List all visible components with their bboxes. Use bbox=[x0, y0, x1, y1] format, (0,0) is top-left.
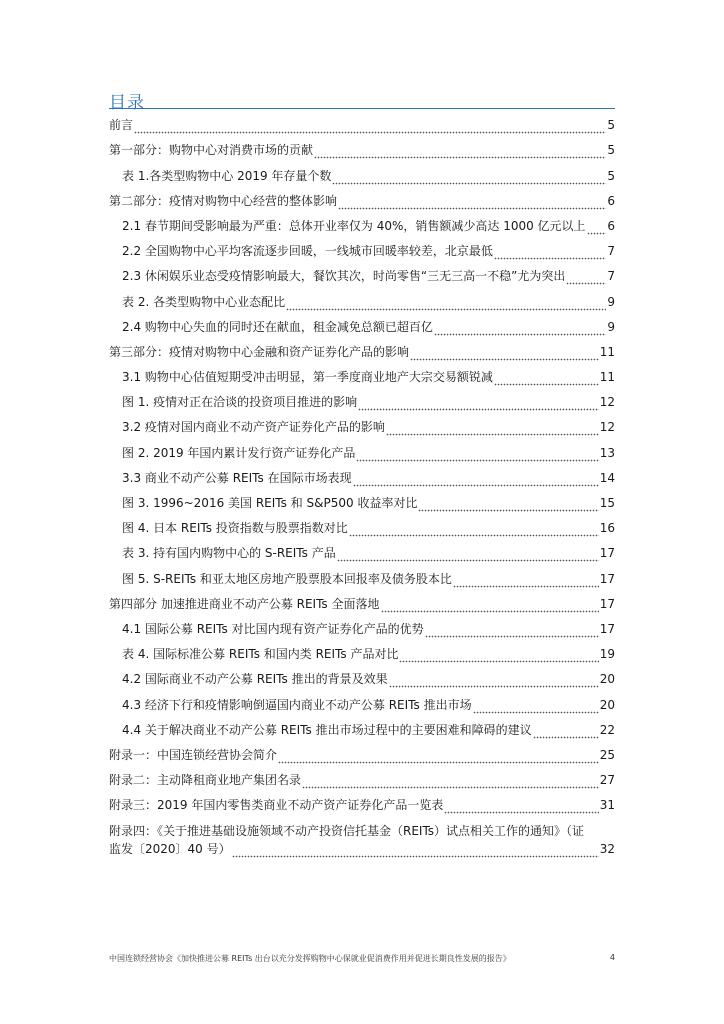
toc-entry[interactable] bbox=[109, 462, 615, 487]
toc-entry-label: 附录四：《关于推进基础设施领域不动产投资信托基金（REITs）试点相关工作的通知》（证 bbox=[109, 824, 585, 839]
toc-entry-page: 14 bbox=[599, 470, 615, 485]
toc-entry-page: 22 bbox=[599, 722, 615, 737]
page-footer bbox=[109, 953, 615, 964]
toc-entry[interactable] bbox=[109, 487, 615, 512]
toc-entry-page: 19 bbox=[599, 647, 615, 662]
toc-entry-page: 15 bbox=[599, 496, 615, 510]
toc-entry-label: 图 2. 2019 年国内累计发行资产证券化产品 bbox=[122, 445, 356, 460]
toc-entry-page: 16 bbox=[599, 521, 615, 536]
toc-title: 目录 bbox=[109, 93, 145, 113]
toc-leader-dots bbox=[286, 298, 606, 311]
toc-entry[interactable] bbox=[109, 512, 615, 537]
toc-entry-label: 表 4. 国际标准公募 REITs 和国内类 REITs 产品对比 bbox=[122, 647, 399, 662]
toc-leader-dots bbox=[337, 549, 599, 562]
toc-entry[interactable] bbox=[109, 386, 615, 411]
toc-leader-dots bbox=[356, 449, 598, 462]
toc-leader-dots bbox=[349, 524, 599, 537]
toc-leader-dots bbox=[453, 575, 599, 588]
toc-entry-page: 11 bbox=[599, 344, 615, 359]
toc-leader-dots bbox=[566, 272, 606, 285]
toc-entry-page: 13 bbox=[599, 445, 615, 460]
toc-leader-dots bbox=[494, 247, 606, 260]
toc-entry[interactable] bbox=[109, 260, 615, 285]
toc-entry-label: 图 5. S-REITs 和亚太地区房地产股票股本回报率及债务股本比 bbox=[122, 571, 452, 586]
toc-entry-label: 图 3. 1996~2016 美国 REITs 和 S&P500 收益率对比 bbox=[122, 496, 418, 510]
toc-entry[interactable] bbox=[109, 688, 615, 713]
toc-entry-label: 4.3 经济下行和疫情影响倒逼国内商业不动产公募 REITs 推出市场 bbox=[122, 697, 472, 712]
toc-entry-page: 5 bbox=[607, 168, 615, 183]
toc-entry[interactable] bbox=[109, 235, 615, 260]
toc-entry[interactable] bbox=[109, 764, 615, 789]
toc-entry[interactable] bbox=[109, 134, 615, 159]
toc-entry-label: 2.4 购物中心失血的同时还在献血，租金减免总额已超百亿 bbox=[122, 319, 433, 334]
toc-entry[interactable] bbox=[109, 109, 615, 134]
toc-entry-label: 表 3. 持有国内购物中心的 S-REITs 产品 bbox=[122, 546, 336, 561]
toc-entry-label: 第四部分 加速推进商业不动产公募 REITs 全面落地 bbox=[109, 596, 380, 611]
toc-leader-dots bbox=[418, 499, 598, 512]
toc-entry-label: 4.2 国际商业不动产公募 REITs 推出的背景及效果 bbox=[122, 672, 388, 687]
toc-entry[interactable] bbox=[109, 663, 615, 688]
toc-entry-label: 第一部分：购物中心对消费市场的贡献 bbox=[109, 143, 314, 158]
toc-leader-dots bbox=[425, 625, 599, 638]
toc-entry-page: 25 bbox=[599, 747, 615, 762]
toc-entry-label: 2.3 休闲娱乐业态受疫情影响最大，餐饮其次，时尚零售“三无三高一不稳”尤为突出 bbox=[122, 269, 566, 284]
toc-entry-page: 20 bbox=[599, 672, 615, 687]
toc-entry-page: 9 bbox=[607, 319, 615, 334]
toc-leader-dots bbox=[332, 172, 606, 185]
toc-entry[interactable] bbox=[109, 588, 615, 613]
toc-entry[interactable] bbox=[109, 638, 615, 663]
toc-entry-label: 附录一：中国连锁经营协会简介 bbox=[109, 747, 278, 762]
toc-entry[interactable] bbox=[109, 336, 615, 361]
toc-entry[interactable] bbox=[109, 814, 615, 858]
toc-leader-dots bbox=[444, 801, 598, 814]
toc-entry[interactable] bbox=[109, 537, 615, 562]
toc-entry-page: 27 bbox=[599, 773, 615, 788]
toc-entry-page: 17 bbox=[599, 546, 615, 561]
toc-leader-dots bbox=[381, 600, 599, 613]
toc-leader-dots bbox=[314, 146, 606, 159]
toc-entry-label: 2.2 全国购物中心平均客流逐步回暖，一线城市回暖率较差，北京最低 bbox=[122, 244, 493, 259]
toc-leader-dots bbox=[134, 121, 606, 134]
toc-leader-dots bbox=[278, 751, 599, 764]
footer-page-number: 4 bbox=[609, 953, 615, 962]
table-of-contents bbox=[109, 108, 615, 858]
toc-entry[interactable] bbox=[109, 411, 615, 436]
toc-entry[interactable] bbox=[109, 285, 615, 310]
toc-entry-page: 7 bbox=[607, 244, 615, 259]
toc-entry[interactable] bbox=[109, 159, 615, 184]
toc-entry-page: 6 bbox=[607, 218, 615, 233]
toc-entry-page: 12 bbox=[599, 420, 615, 435]
toc-entry-page: 17 bbox=[599, 621, 615, 636]
toc-entry-page: 5 bbox=[607, 143, 615, 158]
toc-leader-dots bbox=[533, 726, 599, 739]
toc-entry[interactable] bbox=[109, 562, 615, 587]
toc-entry-label: 表 1.各类型购物中心 2019 年存量个数 bbox=[122, 168, 332, 183]
toc-entry[interactable] bbox=[109, 613, 615, 638]
toc-entry-label: 3.1 购物中心估值短期受冲击明显，第一季度商业地产大宗交易额锐减 bbox=[122, 370, 493, 385]
toc-entry[interactable] bbox=[109, 185, 615, 210]
toc-entry-label: 第三部分：疫情对购物中心金融和资产证券化产品的影响 bbox=[109, 344, 410, 359]
toc-leader-dots bbox=[434, 323, 606, 336]
toc-entry-page: 7 bbox=[607, 269, 615, 284]
toc-leader-dots bbox=[232, 845, 599, 858]
footer-text: 中国连锁经营协会《加快推进公募 REITs 出台以充分发挥购物中心保就业促消费作用并促进长期良性发展的报告》 bbox=[109, 954, 511, 963]
toc-leader-dots bbox=[399, 650, 598, 663]
toc-entry-page: 5 bbox=[607, 118, 615, 133]
toc-entry-page: 6 bbox=[607, 193, 615, 208]
toc-entry-label: 附录二：主动降租商业地产集团名录 bbox=[109, 773, 302, 788]
toc-entry[interactable] bbox=[109, 714, 615, 739]
toc-entry-page: 17 bbox=[599, 596, 615, 611]
toc-entry-label-continued: 监发〔2020〕40 号） bbox=[109, 842, 231, 857]
toc-leader-dots bbox=[302, 776, 599, 789]
toc-entry-page: 17 bbox=[599, 571, 615, 586]
toc-entry-label: 图 1. 疫情对正在洽谈的投资项目推进的影响 bbox=[122, 395, 358, 410]
toc-entry-page: 11 bbox=[599, 370, 615, 385]
toc-leader-dots bbox=[338, 197, 606, 210]
toc-entry-page: 31 bbox=[599, 798, 615, 813]
toc-entry-page: 32 bbox=[599, 842, 615, 857]
toc-entry-label: 图 4. 日本 REITs 投资指数与股票指数对比 bbox=[122, 521, 348, 536]
toc-entry-label: 4.4 关于解决商业不动产公募 REITs 推出市场过程中的主要困难和障碍的建议 bbox=[122, 722, 532, 737]
toc-entry-page: 12 bbox=[599, 395, 615, 410]
toc-leader-dots bbox=[494, 373, 599, 386]
toc-leader-dots bbox=[386, 423, 599, 436]
toc-entry[interactable] bbox=[109, 361, 615, 386]
toc-entry-label: 附录三：2019 年国内零售类商业不动产资产证券化产品一览表 bbox=[109, 798, 444, 813]
toc-leader-dots bbox=[358, 398, 599, 411]
toc-entry-label: 表 2. 各类型购物中心业态配比 bbox=[122, 294, 286, 309]
toc-leader-dots bbox=[410, 348, 599, 361]
toc-entry-label: 第二部分：疫情对购物中心经营的整体影响 bbox=[109, 193, 338, 208]
toc-entry-label: 前言 bbox=[109, 118, 134, 133]
toc-entry[interactable] bbox=[109, 789, 615, 814]
toc-entry-label: 3.2 疫情对国内商业不动产资产证券化产品的影响 bbox=[122, 420, 385, 435]
toc-entry[interactable] bbox=[109, 436, 615, 461]
toc-entry[interactable] bbox=[109, 739, 615, 764]
toc-entry-label: 4.1 国际公募 REITs 对比国内现有资产证券化产品的优势 bbox=[122, 621, 424, 636]
toc-entry[interactable] bbox=[109, 210, 615, 235]
toc-entry-page: 9 bbox=[607, 294, 615, 309]
toc-leader-dots bbox=[389, 675, 599, 688]
toc-entry[interactable] bbox=[109, 311, 615, 336]
toc-leader-dots bbox=[353, 474, 599, 487]
toc-entry-page: 20 bbox=[599, 697, 615, 712]
toc-leader-dots bbox=[587, 222, 607, 235]
toc-leader-dots bbox=[473, 701, 599, 714]
toc-entry-label: 3.3 商业不动产公募 REITs 在国际市场表现 bbox=[122, 470, 352, 485]
toc-entry-label: 2.1 春节期间受影响最为严重：总体开业率仅为 40%，销售额减少高达 1000 亿元以上 bbox=[122, 218, 586, 233]
